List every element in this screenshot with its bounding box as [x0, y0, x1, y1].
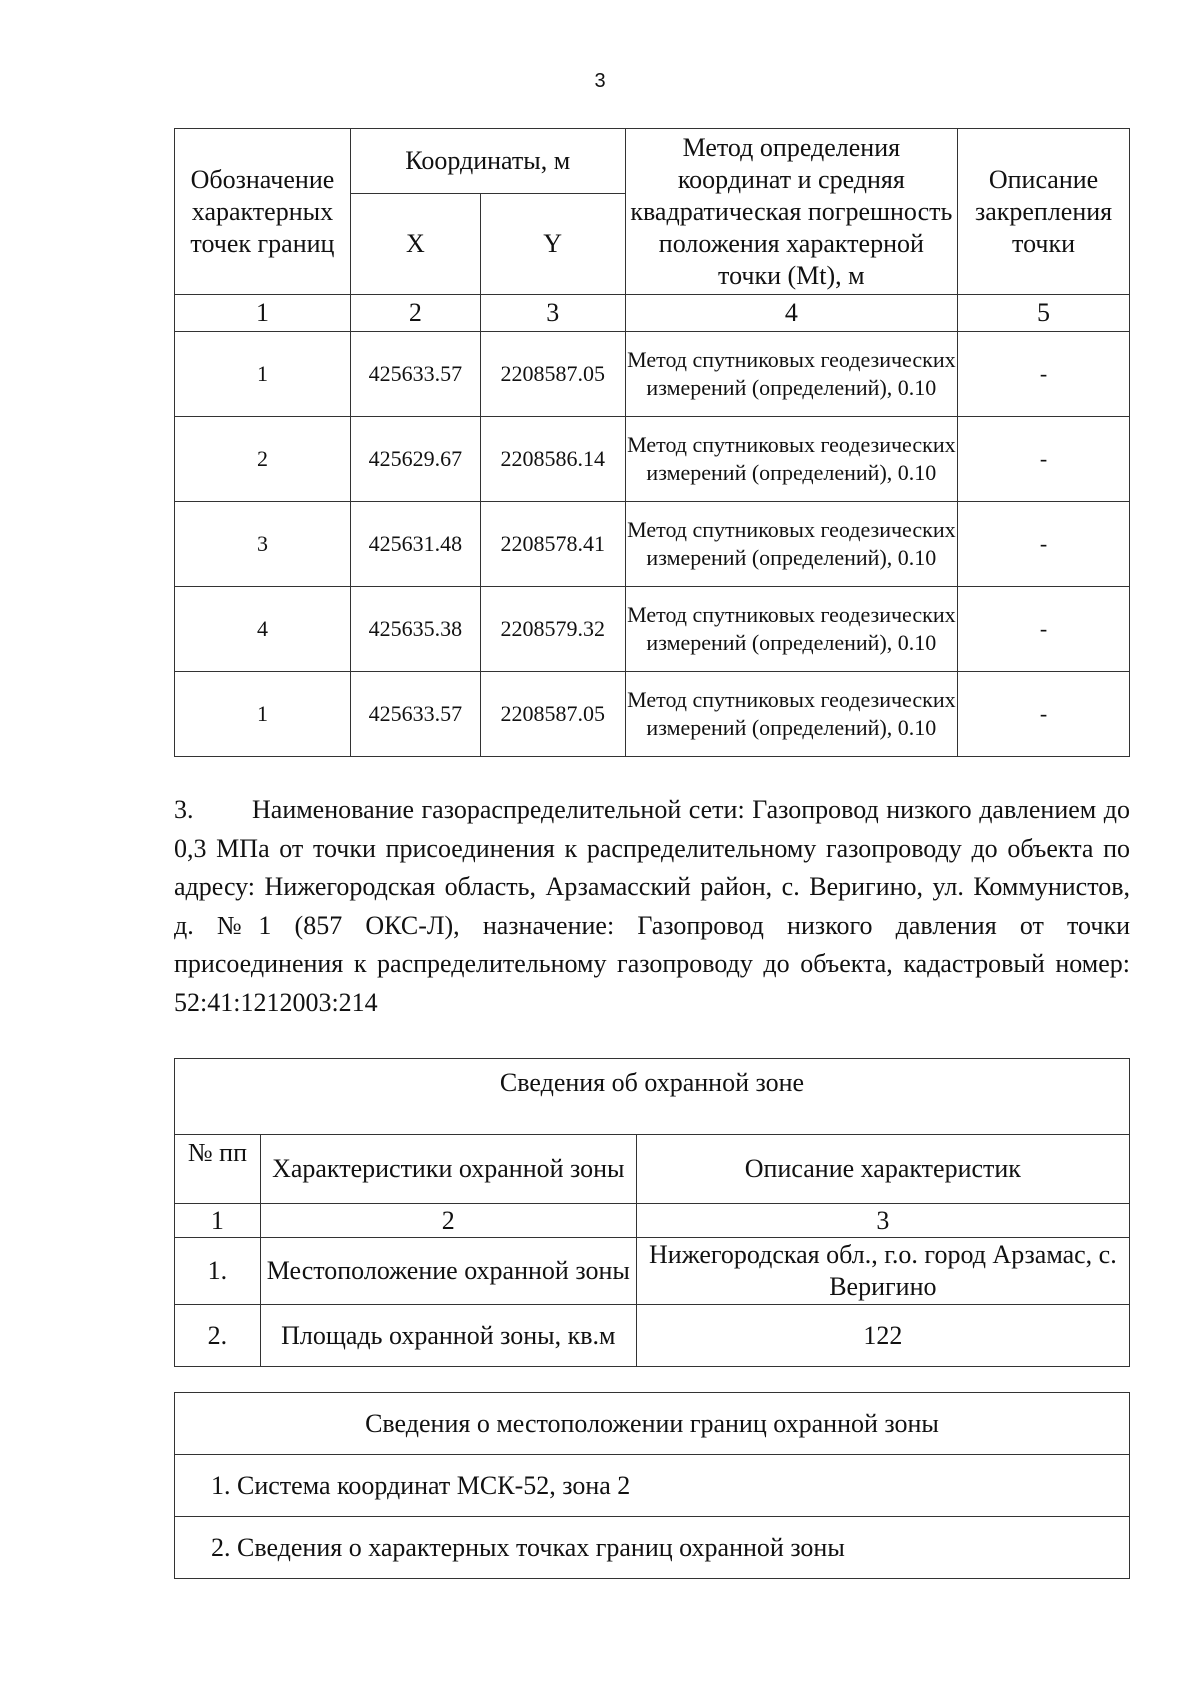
table-row [175, 502, 1130, 587]
table-row [175, 1305, 1130, 1367]
coordinate-x: 425633.57 [350, 332, 480, 417]
coordinate-x: 425633.57 [350, 672, 480, 757]
point-number: 2 [175, 417, 351, 502]
method-text: Метод спутниковых геодезических измерений (определений), 0.10 [625, 587, 957, 672]
fixing-text: - [958, 502, 1130, 587]
bounds-item: 1. Система координат МСК-52, зона 2 [175, 1455, 1130, 1517]
fixing-text: - [958, 332, 1130, 417]
column-number: 4 [625, 295, 957, 332]
method-text: Метод спутниковых геодезических измерений (определений), 0.10 [625, 502, 957, 587]
header-fixing: Описание закрепления точки [958, 129, 1130, 295]
point-number: 1 [175, 332, 351, 417]
page-number: 3 [594, 70, 606, 92]
header-y: Y [480, 194, 625, 295]
point-number: 1 [175, 672, 351, 757]
fixing-text: - [958, 587, 1130, 672]
fixing-text: - [958, 672, 1130, 757]
column-number: 3 [636, 1204, 1129, 1238]
characteristic-value: 122 [636, 1305, 1129, 1367]
zone-table-title: Сведения об охранной зоне [175, 1059, 1130, 1135]
row-number: 1. [175, 1238, 261, 1305]
column-number: 2 [350, 295, 480, 332]
header-method: Метод определения координат и средняя квадратическая погрешность положения характерной точки (Mt), м [625, 129, 957, 295]
point-number: 3 [175, 502, 351, 587]
column-number: 2 [260, 1204, 636, 1238]
coordinate-y: 2208579.32 [480, 587, 625, 672]
header-x: X [350, 194, 480, 295]
header-description: Описание характеристик [636, 1135, 1129, 1204]
column-number: 1 [175, 295, 351, 332]
characteristic-value: Нижегородская обл., г.о. город Арзамас, с. Веригино [636, 1238, 1129, 1305]
method-text: Метод спутниковых геодезических измерений (определений), 0.10 [625, 672, 957, 757]
header-characteristic: Характеристики охранной зоны [260, 1135, 636, 1204]
row-number: 2. [175, 1305, 261, 1367]
coordinate-y: 2208587.05 [480, 672, 625, 757]
point-number: 4 [175, 587, 351, 672]
coordinate-y: 2208586.14 [480, 417, 625, 502]
coordinate-x: 425631.48 [350, 502, 480, 587]
coordinate-y: 2208587.05 [480, 332, 625, 417]
characteristic-name: Площадь охранной зоны, кв.м [260, 1305, 636, 1367]
fixing-text: - [958, 417, 1130, 502]
header-num: № пп [175, 1135, 261, 1204]
column-number: 5 [958, 295, 1130, 332]
section-text: Наименование газораспределительной сети: Газопровод низкого давлением до 0,3 МПа от точки присоединения к распределительному газопроводу до объекта по адресу: Нижегородская область, Арзамасский район, с. Веригино, ул. Коммунистов, д. №1 (857 ОКС-Л), назначение: Газопровод низкого давления от точки присоединения к распределительному газопроводу до объекта, кадастровый номер: 52:41:1212003:214 [174, 795, 1130, 1017]
column-number: 1 [175, 1204, 261, 1238]
bounds-item: 2. Сведения о характерных точках границ охранной зоны [175, 1517, 1130, 1579]
coordinates-table [174, 128, 1130, 757]
characteristic-name: Местоположение охранной зоны [260, 1238, 636, 1305]
bounds-table-title: Сведения о местоположении границ охранной зоны [175, 1393, 1130, 1455]
section-number: 3. [174, 795, 194, 824]
protection-zone-table [174, 1058, 1130, 1367]
table-row [175, 587, 1130, 672]
method-text: Метод спутниковых геодезических измерений (определений), 0.10 [625, 417, 957, 502]
column-number: 3 [480, 295, 625, 332]
table-row [175, 332, 1130, 417]
coordinate-y: 2208578.41 [480, 502, 625, 587]
section-3-paragraph [174, 791, 1130, 1022]
coordinate-x: 425635.38 [350, 587, 480, 672]
table-row [175, 417, 1130, 502]
method-text: Метод спутниковых геодезических измерений (определений), 0.10 [625, 332, 957, 417]
table-row [175, 672, 1130, 757]
table-row [175, 1238, 1130, 1305]
coordinate-x: 425629.67 [350, 417, 480, 502]
header-designation: Обозначение характерных точек границ [175, 129, 351, 295]
header-coordinates: Координаты, м [350, 129, 625, 194]
zone-boundaries-table [174, 1392, 1130, 1579]
